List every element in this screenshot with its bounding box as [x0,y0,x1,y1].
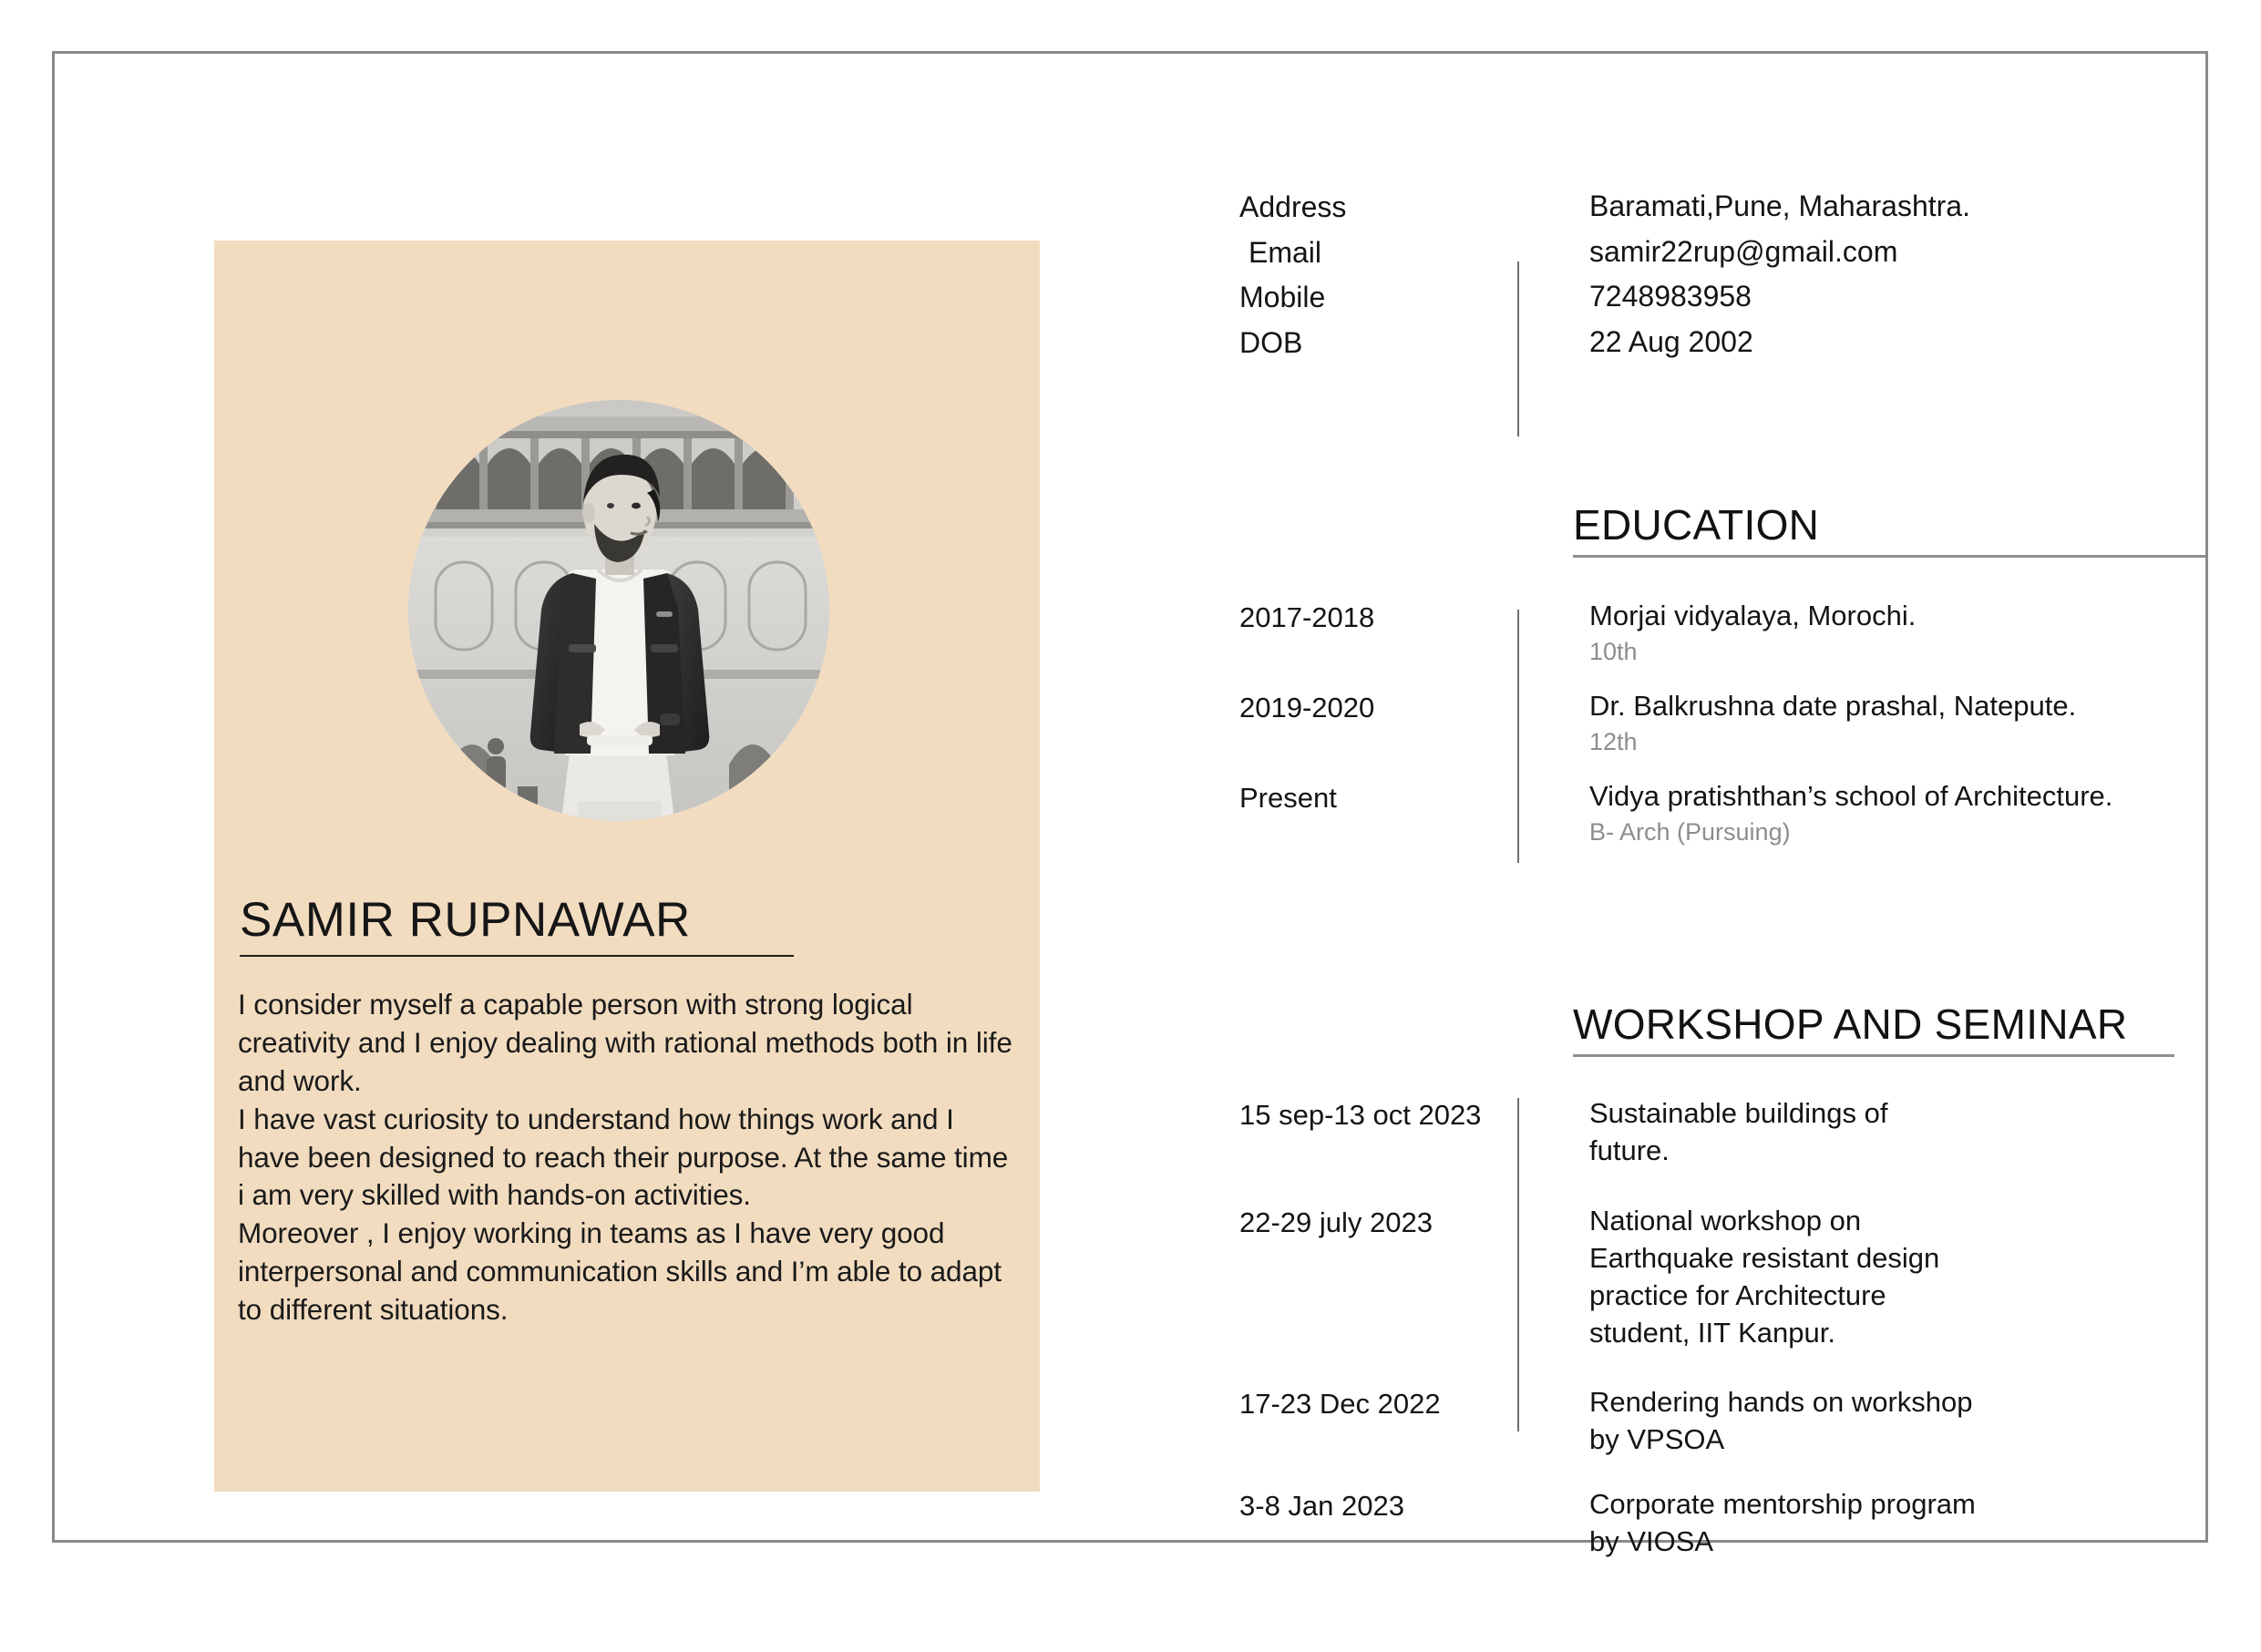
education-entry [1239,688,2205,758]
contact-value: Baramati,Pune, Maharashtra. [1589,190,1970,222]
contact-label: Mobile [1239,281,1326,314]
contact-row-mobile [1239,277,2205,317]
workshop-period: 22-29 july 2023 [1239,1206,1433,1238]
avatar [408,400,829,821]
section-title: WORKSHOP AND SEMINAR [1573,1000,2128,1048]
education-entry [1239,778,2205,848]
workshop-entry [1239,1384,2205,1459]
portrait-photo [408,400,829,821]
education-heading [1573,502,2205,558]
contact-label: Address [1239,190,1347,223]
bio-paragraph: Moreover , I enjoy working in teams as I have very good interpersonal and communication skills and I’m able to adapt to different situations. [238,1216,1002,1327]
workshop-title: Sustainable buildings of future. [1589,1097,1888,1166]
education-period: 2019-2020 [1239,692,1375,723]
page-border [52,51,2208,1558]
name-block [240,895,1005,957]
details-column [1239,54,2205,1652]
education-institution: Morjai vidyalaya, Morochi. [1589,600,1917,631]
education-detail [1529,688,2205,758]
avatar-clip [408,400,829,821]
workshop-heading [1573,1001,2205,1057]
education-detail [1529,778,2205,848]
section-underline [1573,1054,2174,1057]
profile-panel [214,241,1040,1492]
contact-label: Email [1249,235,1322,269]
workshop-title: Rendering hands on workshop by VPSOA [1589,1386,1973,1456]
education-period: Present [1239,782,1337,814]
page-title: SAMIR RUPNAWAR [240,893,691,947]
workshop-entry [1239,1486,2205,1561]
contact-row-email [1239,232,2205,272]
education-qualification: B- Arch (Pursuing) [1589,817,1791,846]
workshop-title: Corporate mentorship program by VIOSA [1589,1488,1976,1558]
bio-paragraph: I have vast curiosity to understand how things work and I have been designed to reach their purpose. At the same time i am very skilled with hands-on activities. [238,1102,1009,1212]
contact-row-address [1239,187,2205,227]
workshop-entry [1239,1095,2205,1170]
contact-block [1239,187,2205,367]
workshop-block [1239,1095,2205,1561]
bio-text [238,986,1018,1329]
section-title: EDUCATION [1573,501,1820,549]
contact-label: DOB [1239,325,1303,359]
education-period: 2017-2018 [1239,601,1375,633]
education-institution: Dr. Balkrushna date prashal, Natepute. [1589,690,2077,722]
workshop-period: 15 sep-13 oct 2023 [1239,1099,1482,1131]
contact-value: 7248983958 [1589,280,1752,313]
contact-value[interactable]: samir22rup@gmail.com [1589,234,1898,268]
section-underline [1573,555,2205,558]
education-qualification: 12th [1589,727,1638,755]
education-detail [1529,598,2205,668]
bio-paragraph: I consider myself a capable person with strong logical creativity and I enjoy dealing with rational methods both in life and work. [238,988,1012,1097]
contact-value: 22 Aug 2002 [1589,324,1753,358]
workshop-entry [1239,1203,2205,1352]
workshop-period: 3-8 Jan 2023 [1239,1490,1404,1523]
workshop-title: National workshop on Earthquake resistant design practice for Architecture student, IIT Kanpur. [1589,1204,1940,1349]
education-entry [1239,598,2205,668]
workshop-period: 17-23 Dec 2022 [1239,1388,1441,1421]
education-institution: Vidya pratishthan’s school of Architecture. [1589,780,2113,812]
education-block [1239,598,2205,848]
education-qualification: 10th [1589,637,1638,665]
name-underline [240,955,794,957]
contact-row-dob [1239,323,2205,363]
